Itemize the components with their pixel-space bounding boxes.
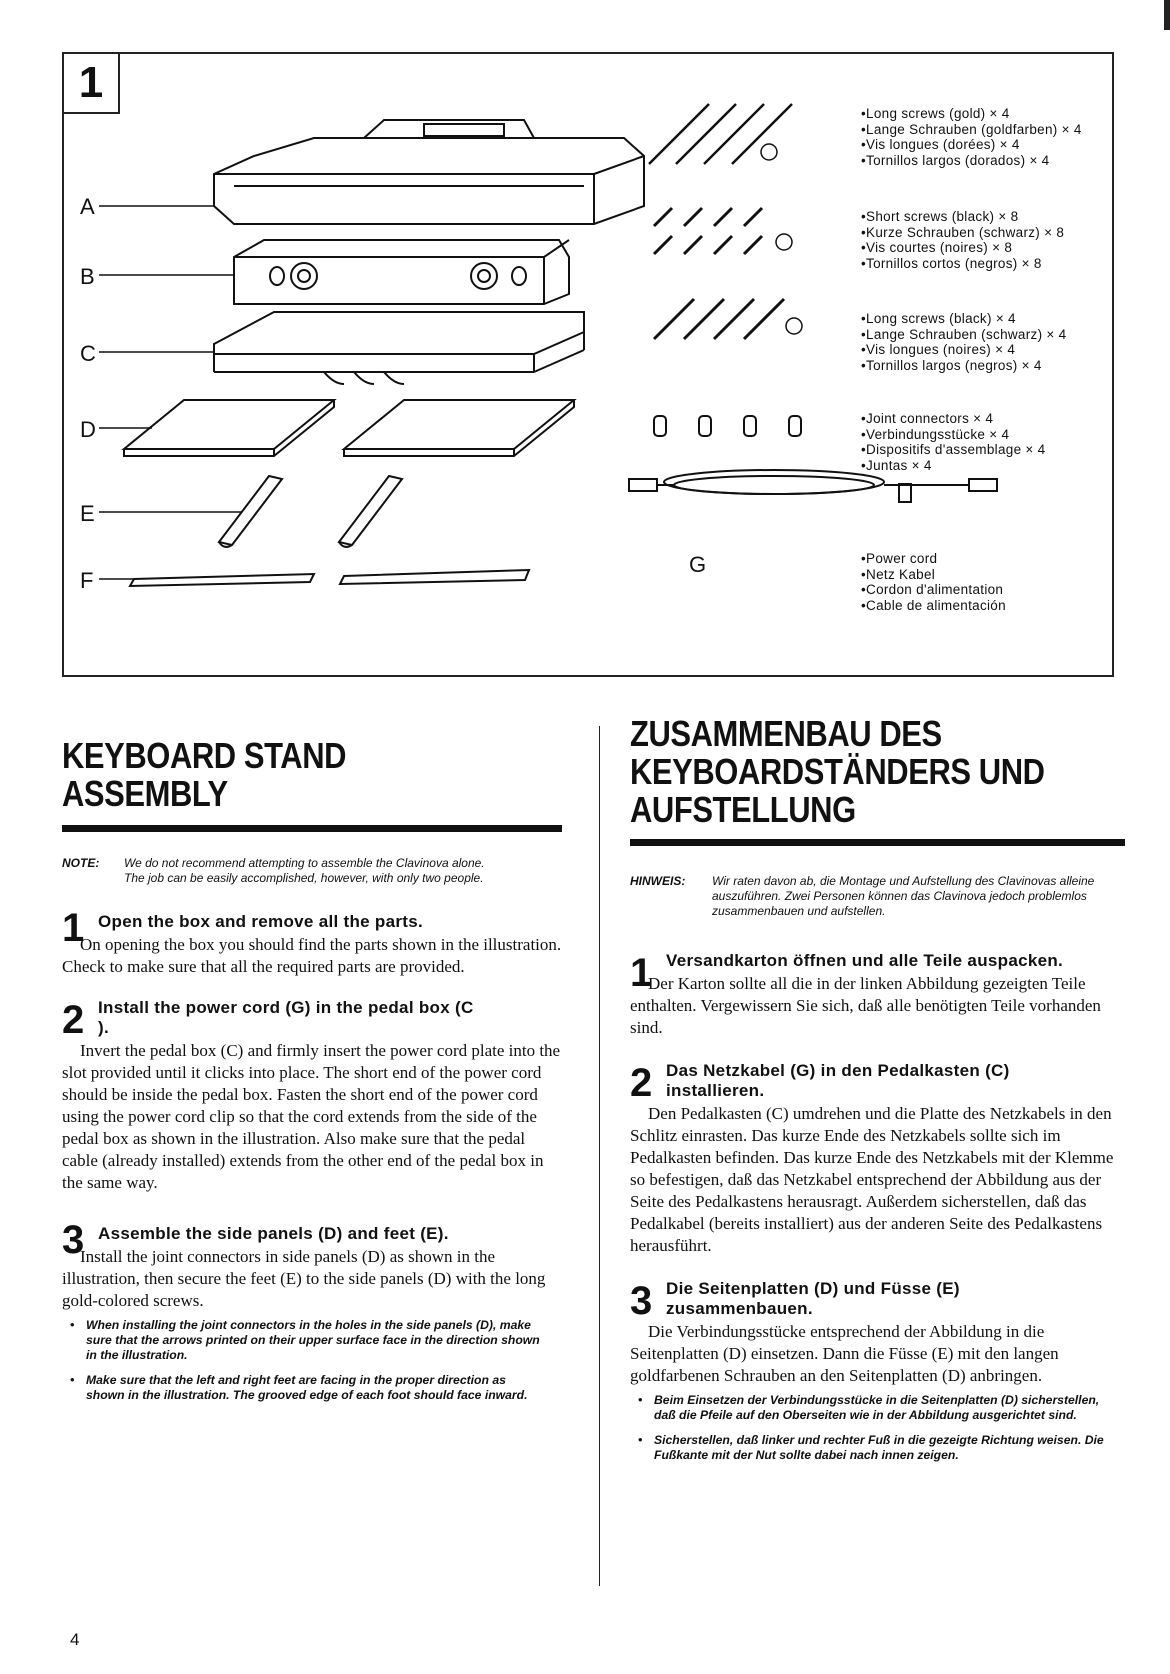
notes-list-english — [62, 1318, 542, 1403]
joint-connectors-drawing — [654, 416, 801, 436]
step-3-english — [62, 1218, 562, 1312]
long-gold-screws-drawing — [649, 104, 792, 164]
step-heading: Assemble the side panels (D) and feet (E). — [98, 1224, 449, 1243]
label-c: C — [80, 341, 96, 366]
step-body: Install the joint connectors in side panels (D) as shown in the illustration, then secure the feet (E) to the side panels (D) with the long gold-colored screws. — [62, 1247, 546, 1310]
list-item: • Vis courtes (noires) × 8 — [861, 240, 1064, 256]
page-title-german: ZUSAMMENBAU DES KEYBOARDSTÄNDERS UND AUFSTELLUNG — [630, 713, 1045, 830]
list-item: • Sicherstellen, daß linker und rechter Fuß in die gezeigte Richtung weisen. Die Fußkante mit der Nut sollte dabei nach innen zeigen. — [630, 1433, 1120, 1463]
list-item: • Cable de alimentación — [861, 598, 1006, 614]
notes-list-german — [630, 1393, 1120, 1463]
list-item: • Beim Einsetzen der Verbindungsstücke in die Seitenplatten (D) sicherstellen, daß die Pfeile auf den Oberseiten wie in der Abbildung ausgerichtet sind. — [630, 1393, 1120, 1423]
step-body: Invert the pedal box (C) and firmly insert the power cord plate into the slot provided until it clicks into place. The short end of the power cord should be inside the pedal box. Fasten the short end of the power cord using the power cord clip so that the cord extends from the side of the pedal box as shown in the illustration. Also make sure that the pedal cable (already installed) extends from the other end of the pedal box in the same way. — [62, 1041, 561, 1192]
list-item: • Dispositifs d'assemblage × 4 — [861, 442, 1045, 458]
english-column — [62, 715, 562, 1413]
list-item: • Tornillos largos (negros) × 4 — [861, 358, 1066, 374]
list-item: • Lange Schrauben (goldfarben) × 4 — [861, 122, 1082, 138]
power-cord-drawing — [629, 470, 997, 502]
page-corner-mark — [1164, 0, 1170, 30]
list-item: • Lange Schrauben (schwarz) × 4 — [861, 327, 1066, 343]
title-rule — [62, 825, 562, 832]
list-item: • Long screws (black) × 4 — [861, 311, 1066, 327]
note-label: HINWEIS: — [630, 874, 686, 888]
list-item: • Power cord — [861, 551, 1006, 567]
parts-list-short-black-screws — [861, 209, 1064, 271]
step-number: 1 — [630, 951, 653, 995]
parts-list-power-cord — [861, 551, 1006, 613]
feet-drawing — [219, 476, 402, 547]
rails-drawing — [130, 570, 529, 586]
list-item: • Short screws (black) × 8 — [861, 209, 1064, 225]
title-rule — [630, 839, 1125, 846]
note-german — [630, 874, 1130, 919]
list-item: • Joint connectors × 4 — [861, 411, 1045, 427]
step-body: On opening the box you should find the parts shown in the illustration. Check to make sure that all the required parts are provided. — [62, 935, 562, 976]
label-d: D — [80, 417, 96, 442]
page-number: 4 — [70, 1630, 80, 1649]
list-item: • Juntas × 4 — [861, 458, 1045, 474]
list-item: • Tornillos cortos (negros) × 8 — [861, 256, 1064, 272]
list-item: • Netz Kabel — [861, 567, 1006, 583]
speaker-box-drawing — [234, 240, 569, 304]
long-black-screws-drawing — [654, 299, 802, 339]
step-number: 3 — [62, 1218, 85, 1262]
german-column — [630, 715, 1130, 1473]
step-3-german — [630, 1279, 1130, 1387]
note-text: We do not recommend attempting to assemble the Clavinova alone. The job can be easily accomplished, however, with only two people. — [124, 856, 485, 885]
figure-number: 1 — [64, 54, 120, 114]
parts-list-long-black-screws — [861, 311, 1066, 373]
short-black-screws-drawing — [654, 208, 792, 254]
note-label: NOTE: — [62, 856, 100, 870]
keyboard-unit-drawing — [214, 120, 644, 224]
list-item: • Make sure that the left and right feet are facing in the proper direction as shown in the illustration. The grooved edge of each foot should face inward. — [62, 1373, 542, 1403]
label-f: F — [80, 568, 94, 593]
list-item: • Cordon d'alimentation — [861, 582, 1006, 598]
step-heading: Install the power cord (G) in the pedal box (C ). — [98, 998, 474, 1037]
pedal-box-drawing — [214, 312, 584, 384]
list-item: • Tornillos largos (dorados) × 4 — [861, 153, 1082, 169]
step-heading: Versandkarton öffnen und alle Teile auspacken. — [666, 951, 1064, 970]
step-heading: Das Netzkabel (G) in den Pedalkasten (C) installieren. — [666, 1061, 1010, 1100]
parts-list-long-gold-screws — [861, 106, 1082, 168]
step-2-english — [62, 998, 562, 1194]
page-title-english: KEYBOARD STAND ASSEMBLY — [62, 735, 347, 814]
side-panels-drawing — [124, 400, 574, 456]
step-2-german — [630, 1061, 1130, 1257]
step-heading: Open the box and remove all the parts. — [98, 912, 424, 931]
column-divider — [599, 726, 600, 1586]
step-heading: Die Seitenplatten (D) und Füsse (E) zusammenbauen. — [666, 1279, 960, 1318]
note-english — [62, 856, 562, 886]
step-body: Die Verbindungsstücke entsprechend der Abbildung in die Seitenplatten (D) einsetzen. Dann die Füsse (E) mit den langen goldfarbenen Schrauben an den Seitenplatten (D) anbringen. — [630, 1322, 1059, 1385]
step-body: Den Pedalkasten (C) umdrehen und die Platte des Netzkabels in den Schlitz einrasten. Das kurze Ende des Netzkabels sollte sich im Pedalkasten befinden. Das kurze Ende des Netzkabels mit der Klemme so befestigen, daß das Netzkabel entsprechend der Abbildung aus der Seite des Pedalkastens herausragt. Außerdem sicherstellen, daß das Pedalkabel (bereits installiert) aus der anderen Seite des Pedalkastens herausführt. — [630, 1104, 1114, 1255]
label-e: E — [80, 501, 95, 526]
step-number: 1 — [62, 906, 85, 950]
note-text: Wir raten davon ab, die Montage und Aufstellung des Clavinovas alleine auszuführen. Zwei Personen können das Clavinova jedoch problemlos zusammenbauen und aufstellen. — [712, 874, 1095, 918]
parts-figure — [62, 52, 1114, 677]
label-a: A — [80, 194, 95, 219]
list-item: • When installing the joint connectors in the holes in the side panels (D), make sure that the arrows printed on their upper surface face in the direction shown in the illustration. — [62, 1318, 542, 1363]
list-item: • Vis longues (noires) × 4 — [861, 342, 1066, 358]
list-item: • Kurze Schrauben (schwarz) × 8 — [861, 225, 1064, 241]
step-1-german — [630, 951, 1130, 1039]
label-g: G — [689, 552, 707, 577]
list-item: • Vis longues (dorées) × 4 — [861, 137, 1082, 153]
step-number: 2 — [62, 998, 85, 1042]
step-number: 2 — [630, 1061, 653, 1105]
parts-list-joint-connectors — [861, 411, 1045, 473]
step-1-english — [62, 906, 562, 978]
label-b: B — [80, 264, 95, 289]
list-item: • Long screws (gold) × 4 — [861, 106, 1082, 122]
list-item: • Verbindungsstücke × 4 — [861, 427, 1045, 443]
step-number: 3 — [630, 1279, 653, 1323]
step-body: Der Karton sollte all die in der linken Abbildung gezeigten Teile enthalten. Vergewissern Sie sich, daß alle benötigten Teile vorhanden sind. — [630, 974, 1101, 1037]
